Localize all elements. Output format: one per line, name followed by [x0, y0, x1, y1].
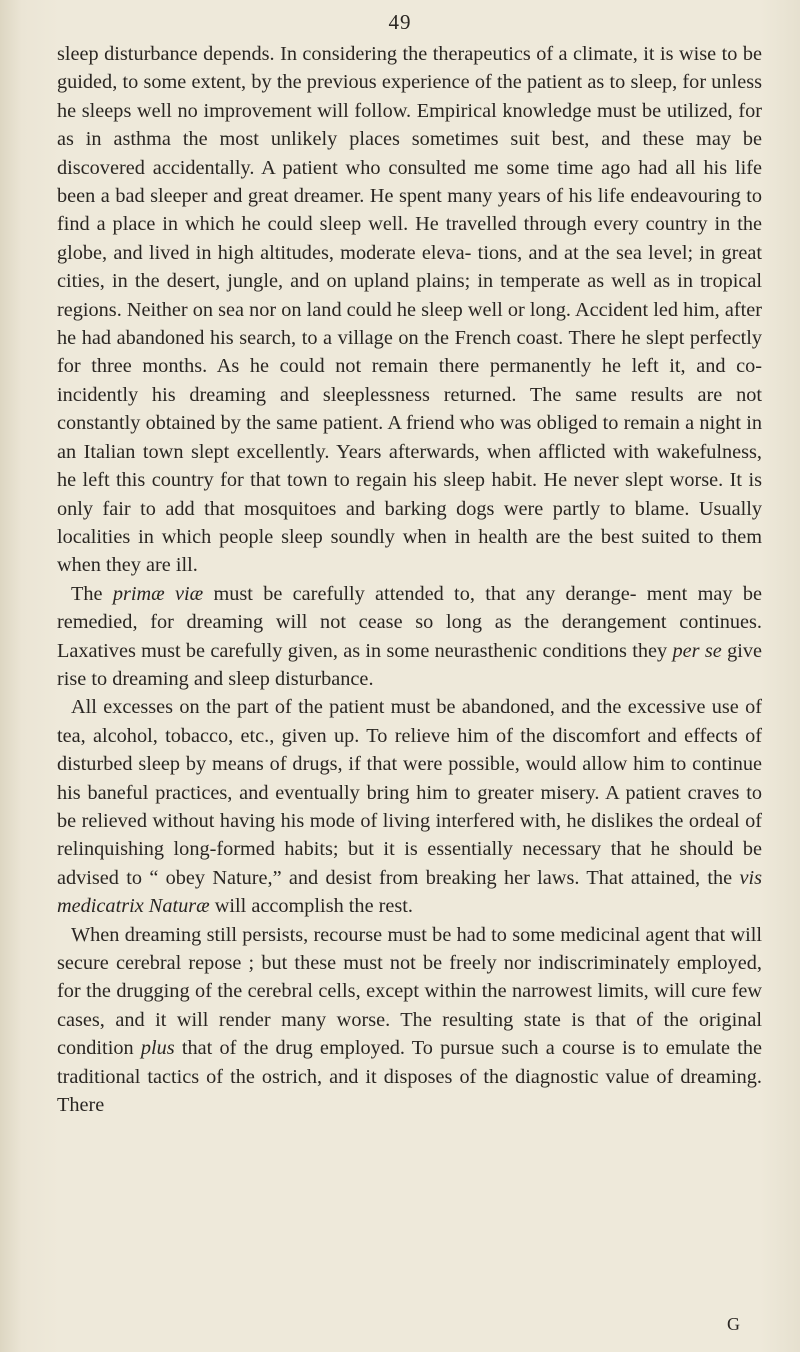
- paragraph: [57, 921, 762, 1120]
- text-run: that of the drug employed. To pursue such a course is to emulate the traditional tactics of the ostrich, and it disposes of the diagnostic value of dreaming. There: [57, 1037, 762, 1117]
- italic-phrase: vis medicatrix Naturæ: [57, 866, 762, 918]
- text-run: will accomplish the rest.: [209, 895, 413, 918]
- text-run: give rise to dreaming and sleep disturbance.: [57, 639, 762, 690]
- italic-phrase: primæ viæ: [112, 582, 204, 605]
- paragraph: [57, 580, 762, 694]
- text-run: All excesses on the part of the patient must be abandoned, and the excessive use of tea, alcohol, tobacco, etc., given up. To relieve him of the discomfort and effects of disturbed sleep by means of drugs, if that were possible, would allow him to continue his baneful practices, and eventually bring him to greater misery. A patient craves to be relieved without having his mode of living interfered with, he dislikes the ordeal of relinquishing long-formed habits; but it is essentially necessary that he should be advised to “ obey Nature,” and desist from breaking her laws. That attained, the: [57, 696, 762, 889]
- body-text: [57, 40, 762, 1119]
- text-run: must be carefully attended to, that any derange- ment may be remedied, for dreaming will not cease so long as the derangement continues. Laxatives must be carefully given, as in some neurasthenic conditions they: [57, 582, 762, 662]
- paragraph: [57, 693, 762, 920]
- text-run: The: [71, 582, 113, 605]
- text-run: When dreaming still persists, recourse must be had to some medicinal agent that will secure cerebral repose ; but these must not be freely nor indiscriminately employed, for the drugging of the cerebral cells, except within the narrowest limits, will cure few cases, and it will render many worse. The resulting state is that of the original condition: [57, 923, 762, 1060]
- page-number: 49: [388, 10, 412, 34]
- italic-phrase: plus: [140, 1037, 175, 1060]
- signature-mark: G: [727, 1314, 740, 1334]
- italic-phrase: per se: [672, 639, 722, 662]
- text-run: sleep disturbance depends. In considering the therapeutics of a climate, it is wise to be guided, to some extent, by the previous experience of the patient as to sleep, for unless he sleeps well no improvement will follow. Empirical knowledge must be utilized, for as in asthma the most unlikely places sometimes suit best, and these may be discovered accidentally. A patient who consulted me some time ago had all his life been a bad sleeper and great dreamer. He spent many years of his life endeavouring to find a place in which he could sleep well. He travelled through every country in the globe, and lived in high altitudes, moderate eleva- tions, and at the sea level; in great cities, in the desert, jungle, and on upland plains; in temperate as well as in tropical regions. Neither on sea nor on land could he sleep well or long. Accident led him, after he had abandoned his search, to a village on the French coast. There he slept perfectly for three months. As he could not remain there permanently he left it, and co-incidently his dreaming and sleeplessness returned. The same results are not constantly obtained by the same patient. A friend who was obliged to remain a night in an Italian town slept excellently. Years afterwards, when afflicted with wakefulness, he left this country for that town to regain his sleep habit. He never slept worse. It is only fair to add that mosquitoes and barking dogs were partly to blame. Usually localities in which people sleep soundly when in health are the best suited to them when they are ill.: [57, 43, 762, 577]
- paragraph: [57, 40, 762, 580]
